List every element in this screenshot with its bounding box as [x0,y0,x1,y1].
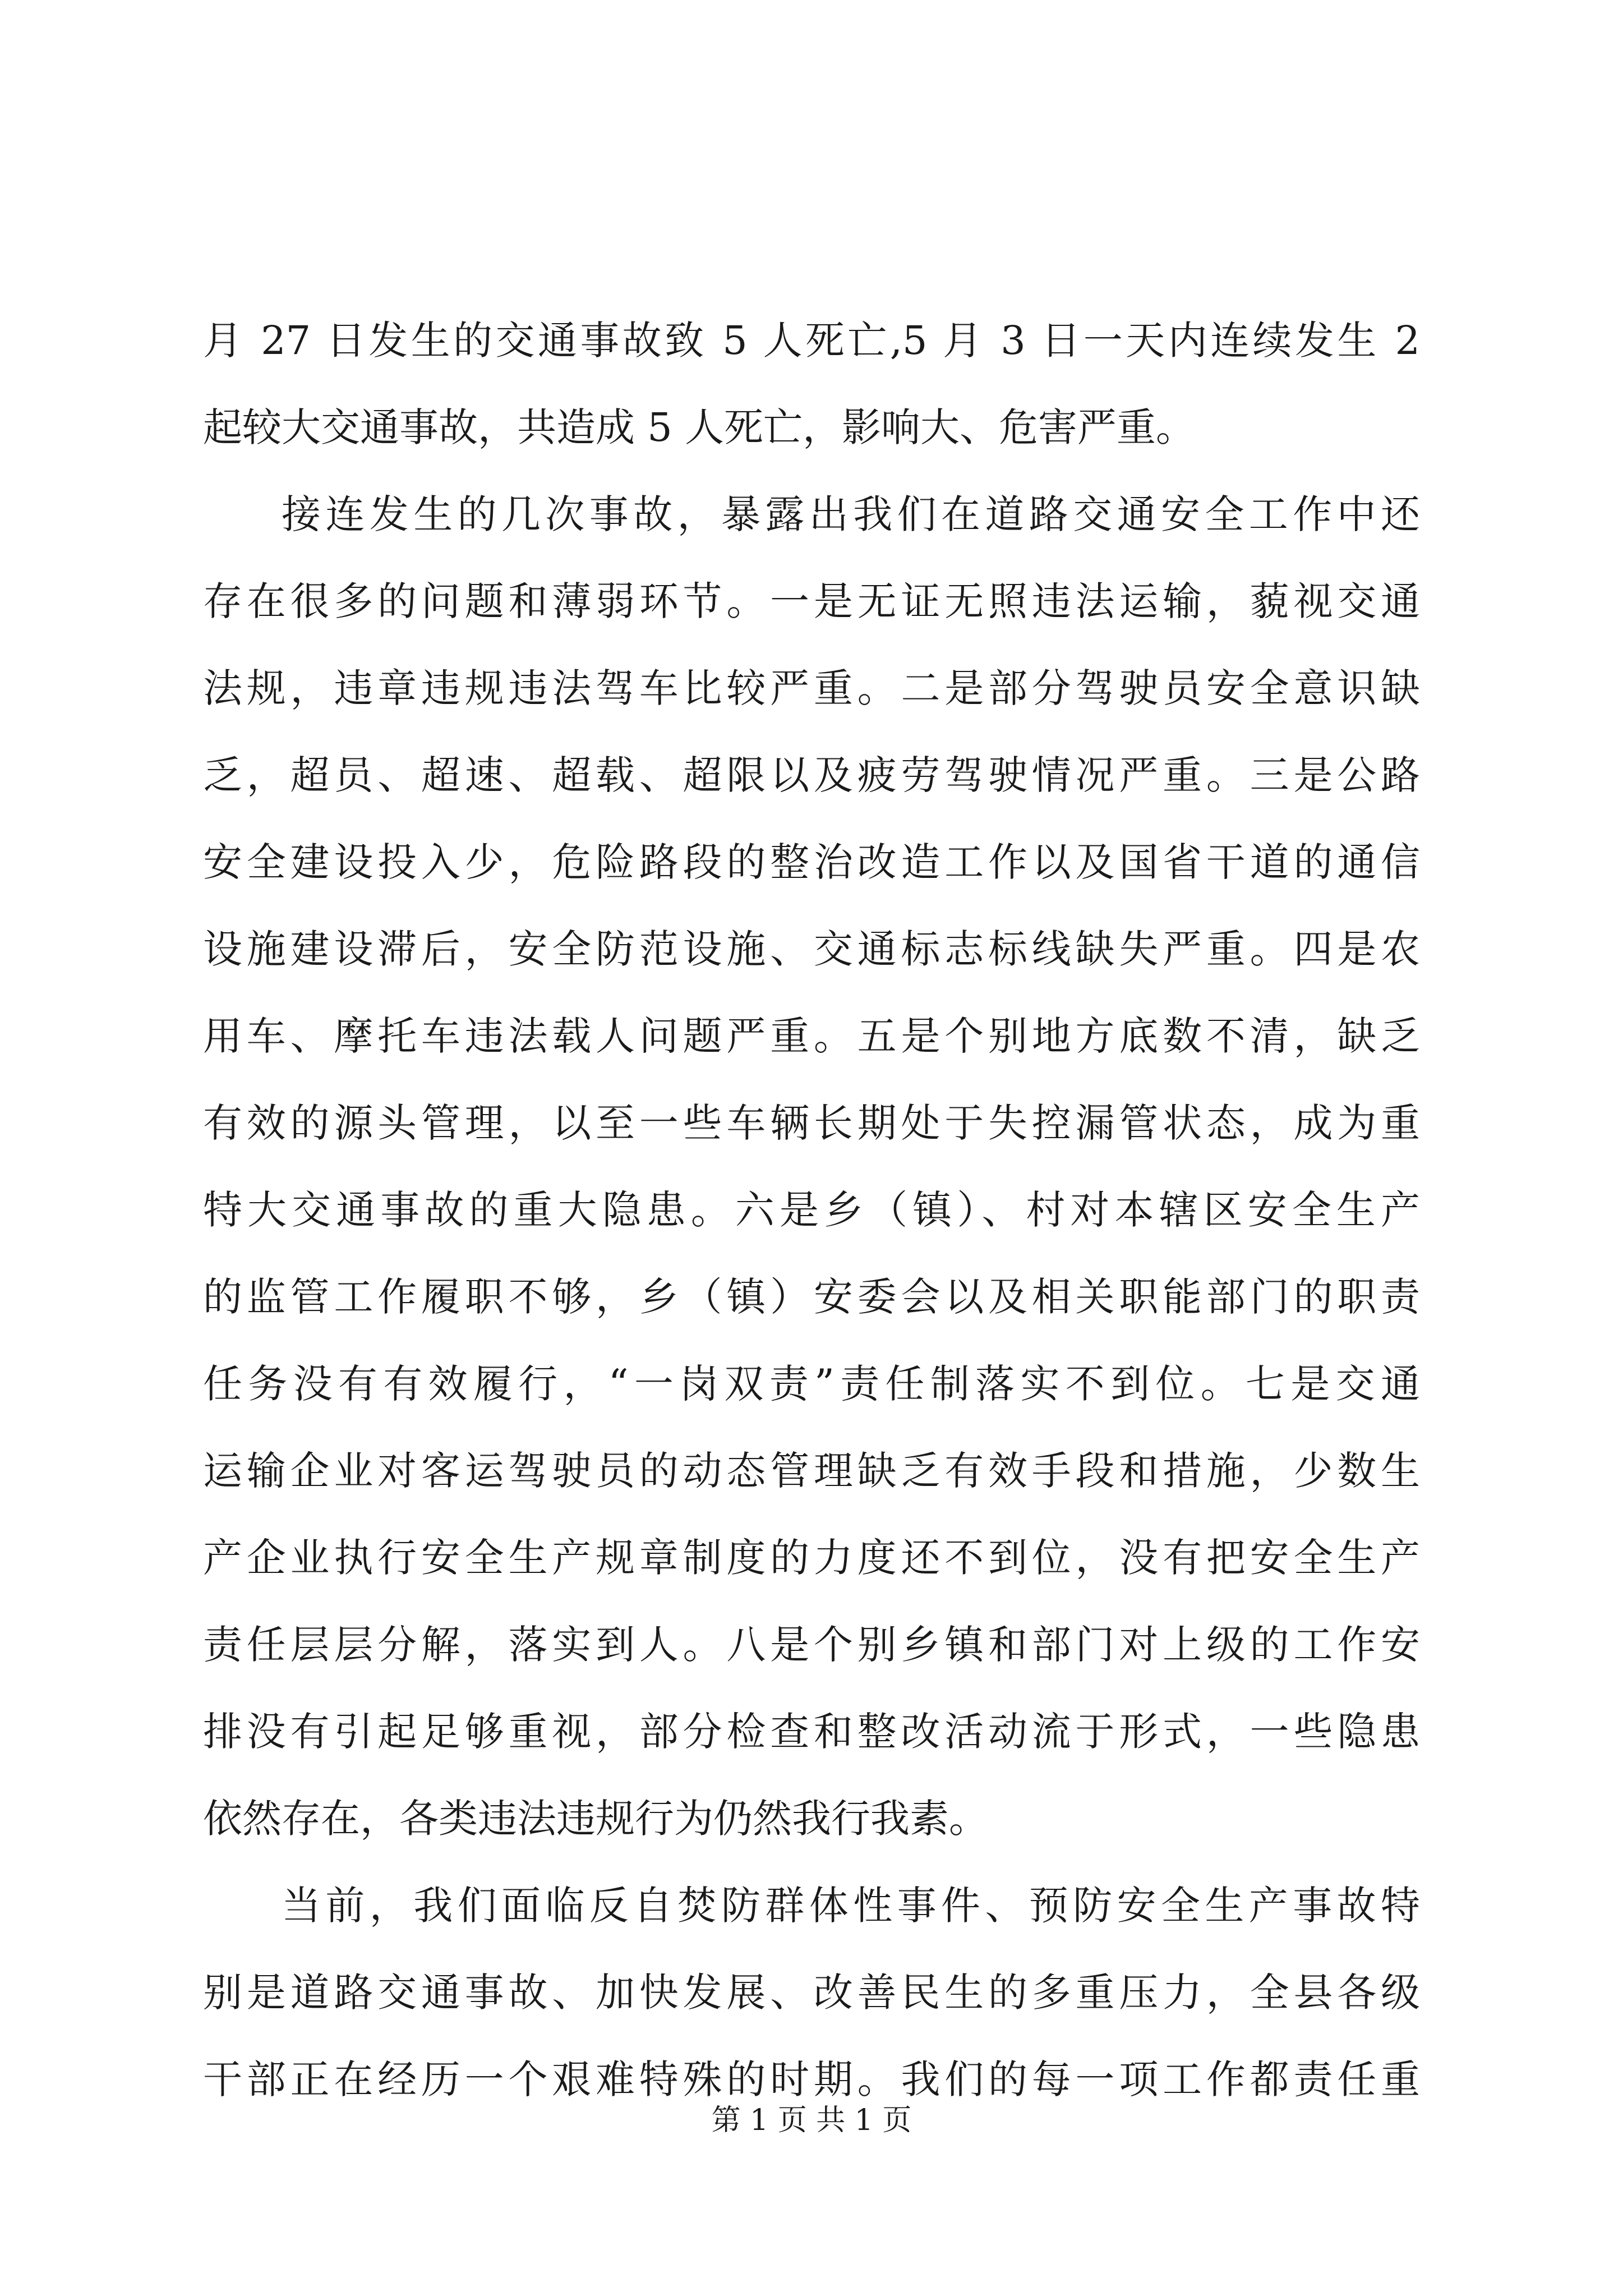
text-line: 干部正在经历一个艰难特殊的时期。我们的每一项工作都责任重 [203,2056,1420,2102]
text-line: 法规，违章违规违法驾车比较严重。二是部分驾驶员安全意识缺 [203,665,1420,711]
paragraph-first-line: 当前，我们面临反自焚防群体性事件、预防安全生产事故特 [282,1883,1420,1929]
text-line: 设施建设滞后，安全防范设施、交通标志标线缺失严重。四是农 [203,926,1420,972]
text-line: 月 27 日发生的交通事故致 5 人死亡,5 月 3 日一天内连续发生 2 [203,318,1420,364]
text-line: 的监管工作履职不够，乡（镇）安委会以及相关职能部门的职责 [203,1274,1420,1320]
text-line: 起较大交通事故，共造成 5 人死亡，影响大、危害严重。 [203,404,1196,450]
paragraph-first-line: 接连发生的几次事故，暴露出我们在道路交通安全工作中还 [282,491,1420,537]
text-line: 乏，超员、超速、超载、超限以及疲劳驾驶情况严重。三是公路 [203,752,1420,798]
text-line: 任务没有有效履行，“一岗双责”责任制落实不到位。七是交通 [203,1361,1420,1407]
text-line: 有效的源头管理，以至一些车辆长期处于失控漏管状态，成为重 [203,1100,1420,1146]
text-line: 运输企业对客运驾驶员的动态管理缺乏有效手段和措施，少数生 [203,1448,1420,1494]
text-line: 特大交通事故的重大隐患。六是乡（镇）、村对本辖区安全生产 [203,1187,1420,1233]
text-line: 排没有引起足够重视，部分检查和整改活动流于形式，一些隐患 [203,1709,1420,1755]
text-line: 存在很多的问题和薄弱环节。一是无证无照违法运输，藐视交通 [203,578,1420,624]
text-line: 责任层层分解，落实到人。八是个别乡镇和部门对上级的工作安 [203,1622,1420,1668]
text-line: 安全建设投入少，危险路段的整治改造工作以及国省干道的通信 [203,839,1420,885]
text-line: 用车、摩托车违法载人问题严重。五是个别地方底数不清，缺乏 [203,1013,1420,1059]
text-line: 产企业执行安全生产规章制度的力度还不到位，没有把安全生产 [203,1535,1420,1581]
text-line: 依然存在，各类违法违规行为仍然我行我素。 [203,1796,988,1842]
document-body [203,297,1420,2123]
page-number-footer: 第 1 页 共 1 页 [711,2104,912,2137]
text-line: 别是道路交通事故、加快发展、改善民生的多重压力，全县各级 [203,1970,1420,2016]
